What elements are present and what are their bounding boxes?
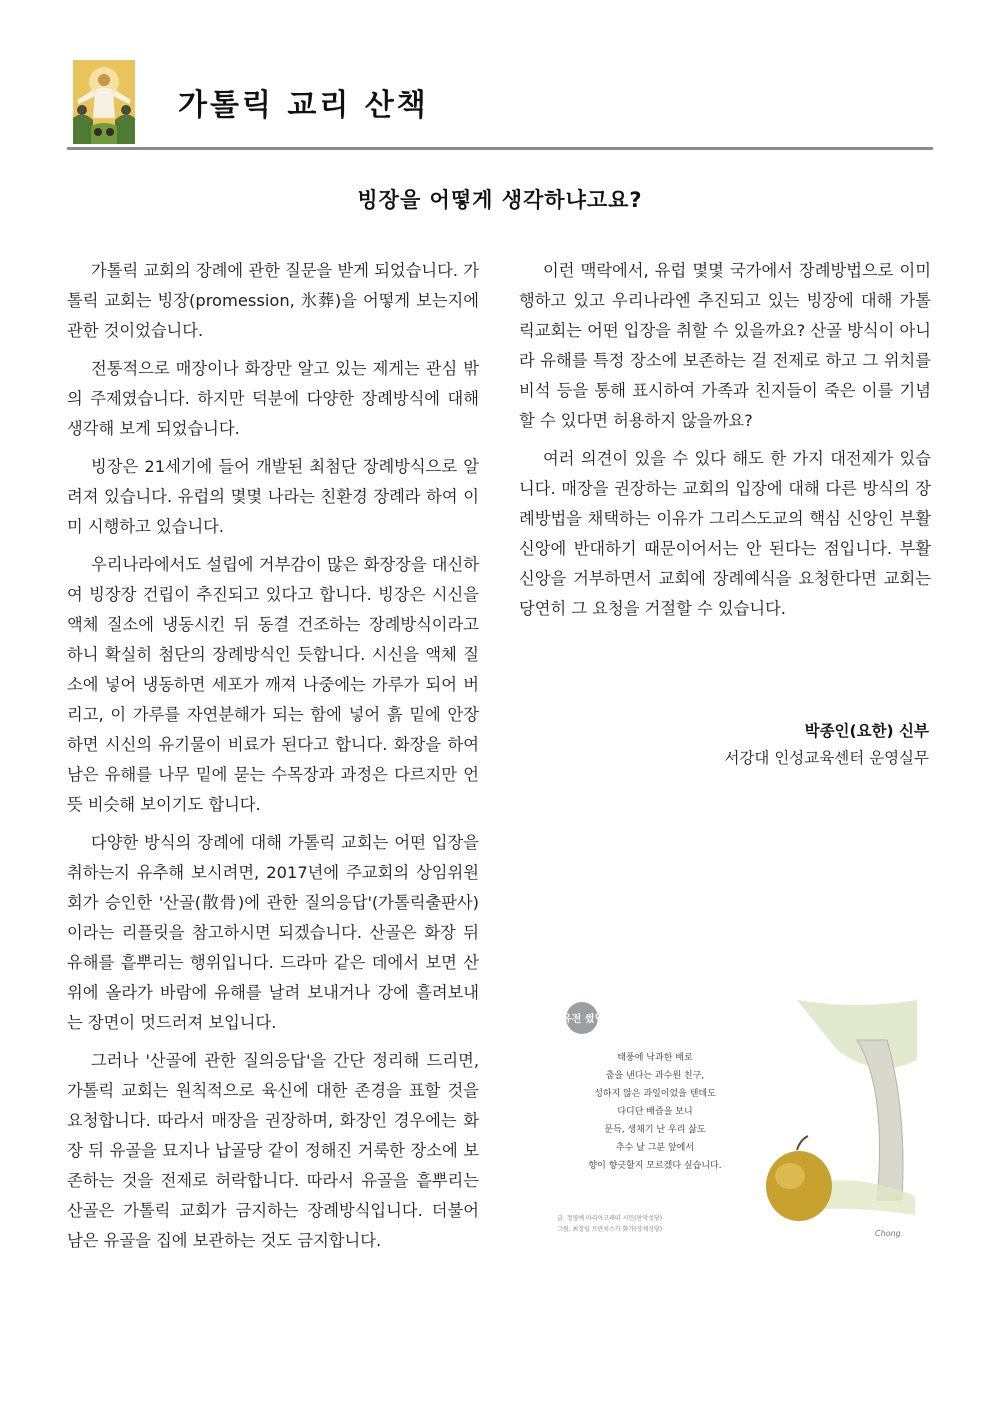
paragraph: 이런 맥락에서, 유럽 몇몇 국가에서 장례방법으로 이미 행하고 있고 우리나라엔 추진되고 있는 빙장에 대해 가톨릭교회는 어떤 입장을 취할 수 있을까요? 산골 방식이 아니라 유해를 특정 장소에 보존하는 걸 전제로 하고 그 위치를 비석 등을 통해 표시하여 가족과 친지들이 죽은 이를 기념할 수 있다면 허용하지 않을까요? bbox=[519, 261, 931, 430]
author-name: 박종인(요한) 신부 bbox=[804, 722, 929, 740]
paragraph: 그러나 '산골에 관한 질의응답'을 간단 정리해 드리면, 가톨릭 교회는 원칙적으로 육신에 대한 존경을 표할 것을 요청합니다. 따라서 매장을 권장하며, 화장인 경우에는 화장 뒤 유골을 묘지나 납골당 같이 정해진 거룩한 장소에 보존하는 것을 전제로 허락합니다. 따라서 유골을 흩뿌리는 산골은 가톨릭 교회가 금지하는 장례방식입니다. 더불어 남은 유골을 집에 보관하는 것도 금지합니다. bbox=[67, 1051, 479, 1250]
credit-line: 글. 정영예 마리아고레띠 시인(판악성당) bbox=[557, 1215, 663, 1222]
right-column bbox=[519, 256, 931, 632]
paragraph: 전통적으로 매장이나 화장만 알고 있는 제게는 관심 밖의 주제였습니다. 하지만 덕분에 다양한 장례방식에 대해 생각해 보게 되었습니다. bbox=[67, 359, 479, 438]
article-title: 빙장을 어떻게 생각하냐고요? bbox=[357, 188, 643, 212]
paragraph: 빙장은 21세기에 들어 개발된 최첨단 장례방식으로 알려져 있습니다. 유럽의 몇몇 나라는 친환경 장례라 하여 이미 시행하고 있습니다. bbox=[67, 457, 479, 536]
author-affiliation: 서강대 인성교육센터 운영실무 bbox=[724, 749, 929, 767]
paragraph: 다양한 방식의 장례에 대해 가톨릭 교회는 어떤 입장을 취하는지 유추해 보시려면, 2017년에 주교회의 상임위원회가 승인한 '산골(散骨)에 관한 질의응답'(가톨릭출판사)이라는 리플릿을 참고하시면 되겠습니다. 산골은 화장 뒤 유해를 흩뿌리는 행위입니다. 드라마 같은 데에서 보면 산 위에 올라가 바람에 유해를 날려 보내거나 강에 흘려보내는 장면이 멋드러져 보입니다. bbox=[67, 833, 479, 1032]
header-rule bbox=[67, 147, 933, 150]
leaf-icon bbox=[797, 1000, 917, 1068]
poem-line: 춤을 낸다는 과수원 친구, bbox=[605, 1071, 705, 1081]
pear-icon bbox=[766, 1136, 832, 1221]
credit-line: 그림. 최정임 프란치스카 화가(상계성당) bbox=[557, 1226, 663, 1233]
jesus-with-apostles-icon bbox=[73, 60, 135, 144]
author-signature bbox=[724, 718, 929, 772]
poem-line: 태풍에 낙과한 배로 bbox=[617, 1053, 693, 1063]
poem-line: 문득, 생채기 난 우리 삶도 bbox=[604, 1125, 706, 1135]
series-title: 가톨릭 교리 산책 bbox=[178, 88, 429, 123]
paragraph: 가톨릭 교회의 장례에 관한 질문을 받게 되었습니다. 가톨릭 교회는 빙장(promession, 氷葬)을 어떻게 보는지에 관한 것이었습니다. bbox=[67, 261, 479, 340]
poem-stamp: 유전 썼님 bbox=[561, 1014, 605, 1025]
paragraph: 여러 의견이 있을 수 있다 해도 한 가지 대전제가 있습니다. 매장을 권장하는 교회의 입장에 대해 다른 방식의 장례방법을 채택하는 이유가 그리스도교의 핵심 신앙인 부활 신앙에 반대하기 때문이어서는 안 된다는 점입니다. 부활신앙을 거부하면서 교회에 장례예식을 요청한다면 교회는 당연히 그 요청을 거절할 수 있습니다. bbox=[519, 449, 931, 618]
paragraph: 우리나라에서도 설립에 거부감이 많은 화장장을 대신하여 빙장장 건립이 추진되고 있다고 합니다. 빙장은 시신을 액체 질소에 냉동시킨 뒤 동결 건조하는 장례방식이라고 하니 확실히 첨단의 장례방식인 듯합니다. 시신을 액체 질소에 넣어 냉동하면 세포가 깨져 나중에는 가루가 되어 버리고, 이 가루를 자연분해가 되는 함에 넣어 흙 밑에 안장하면 시신의 유기물이 비료가 된다고 합니다. 화장을 하여 남은 유해를 나무 밑에 묻는 수목장과 과정은 다르지만 언뜻 비슷해 보이기도 합니다. bbox=[67, 555, 479, 814]
poem-line: 성하지 않은 과일이었을 텐데도 bbox=[594, 1089, 716, 1099]
left-column bbox=[67, 256, 479, 1264]
poem-line: 향이 향긋할지 모르겠다 싶습니다. bbox=[588, 1161, 722, 1171]
illustrator-signature: Chong bbox=[875, 1229, 901, 1238]
poem-line: 추수 날 그분 앞에서 bbox=[615, 1143, 695, 1153]
poem-illustration bbox=[557, 1000, 917, 1255]
poem-line: 다디단 배즙을 보니 bbox=[617, 1107, 693, 1117]
